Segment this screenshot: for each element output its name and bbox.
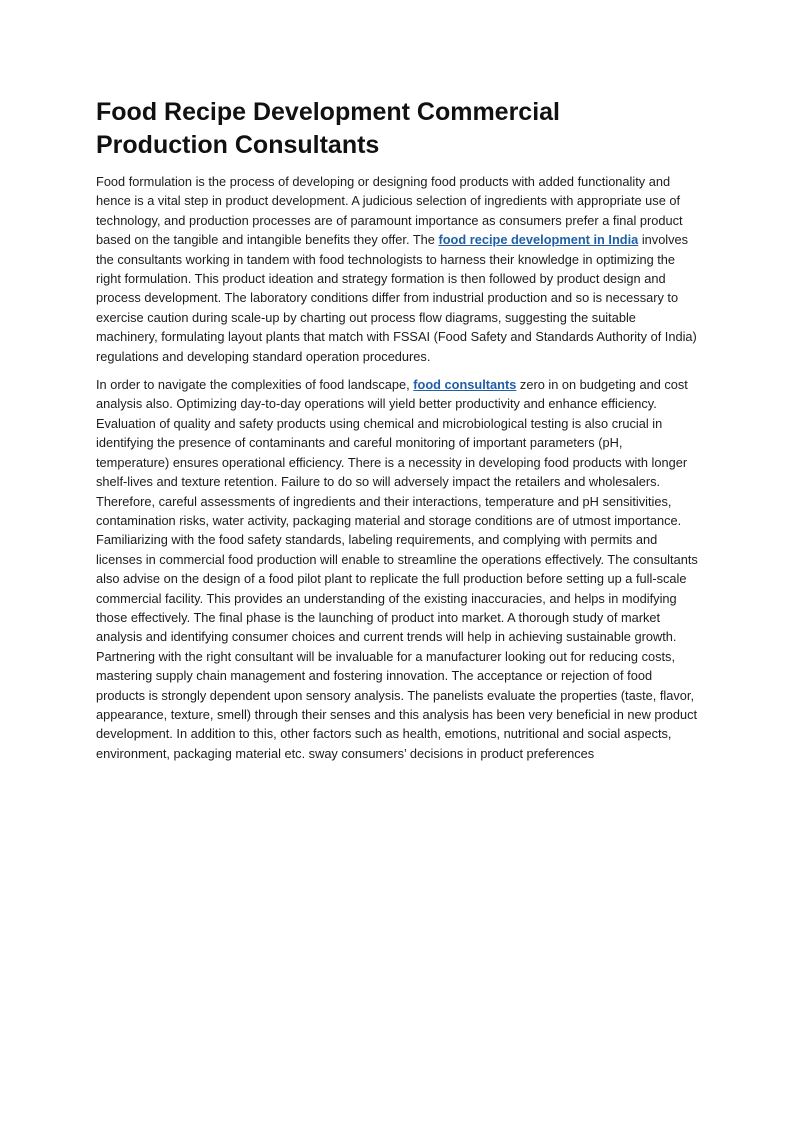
paragraph-intro: [96, 172, 698, 366]
paragraph-intro-text-before: Food formulation is the process of developing or designing food products with added functionality and hence is a vital step in product development. A judicious selection of ingredients with appropriate use of technology, and production processes are of paramount importance as consumers prefer a final product based on the tangible and intangible benefits they offer. The: [96, 174, 683, 248]
paragraph-consultants-text-after: zero in on budgeting and cost analysis also. Optimizing day-to-day operations will yield better productivity and enhance efficiency. Evaluation of quality and safety products using chemical and microbiological testing is also crucial in identifying the presence of contaminants and careful monitoring of important parameters (pH, temperature) ensures operational efficiency. There is a necessity in developing food products with longer shelf-lives and texture retention. Failure to do so will adversely impact the retailers and wholesalers. Therefore, careful assessments of ingredients and their interactions, temperature and pH sensitivities, contamination risks, water activity, packaging material and storage conditions are of utmost importance. Familiarizing with the food safety standards, labeling requirements, and complying with permits and licenses in commercial food production will enable to streamline the operations effectively. The consultants also advise on the design of a food pilot plant to replicate the full production before setting up a full-scale commercial facility. This provides an understanding of the existing inaccuracies, and helps in modifying those effectively. The final phase is the launching of product into market. A thorough study of market analysis and identifying consumer choices and current trends will help in achieving sustainable growth. Partnering with the right consultant will be invaluable for a manufacturer looking out for reducing costs, mastering supply chain management and fostering innovation. The acceptance or rejection of food products is strongly dependent upon sensory analysis. The panelists evaluate the properties (taste, flavor, appearance, texture, smell) through their senses and this analysis has been very beneficial in new product development. In addition to this, other factors such as health, emotions, nutritional and social aspects, environment, packaging material etc. sway consumers’ decisions in product preferences: [96, 377, 698, 761]
food-recipe-development-link[interactable]: food recipe development in India: [438, 232, 639, 248]
document-page: [96, 96, 698, 772]
page-title: Food Recipe Development Commercial Production Consultants: [96, 98, 561, 159]
paragraph-intro-text-after: involves the consultants working in tandem with food technologists to harness their knowledge in optimizing the right formulation. This product ideation and strategy formation is then followed by product design and process development. The laboratory conditions differ from industrial production and so is necessary to exercise caution during scale-up by charting out process flow diagrams, suggesting the suitable machinery, formulating layout plants that match with FSSAI (Food Safety and Standards Authority of India) regulations and developing standard operation procedures.: [96, 232, 697, 364]
food-consultants-link[interactable]: food consultants: [413, 377, 517, 393]
paragraph-consultants: [96, 375, 698, 763]
paragraph-consultants-text-before: In order to navigate the complexities of food landscape,: [96, 377, 414, 393]
